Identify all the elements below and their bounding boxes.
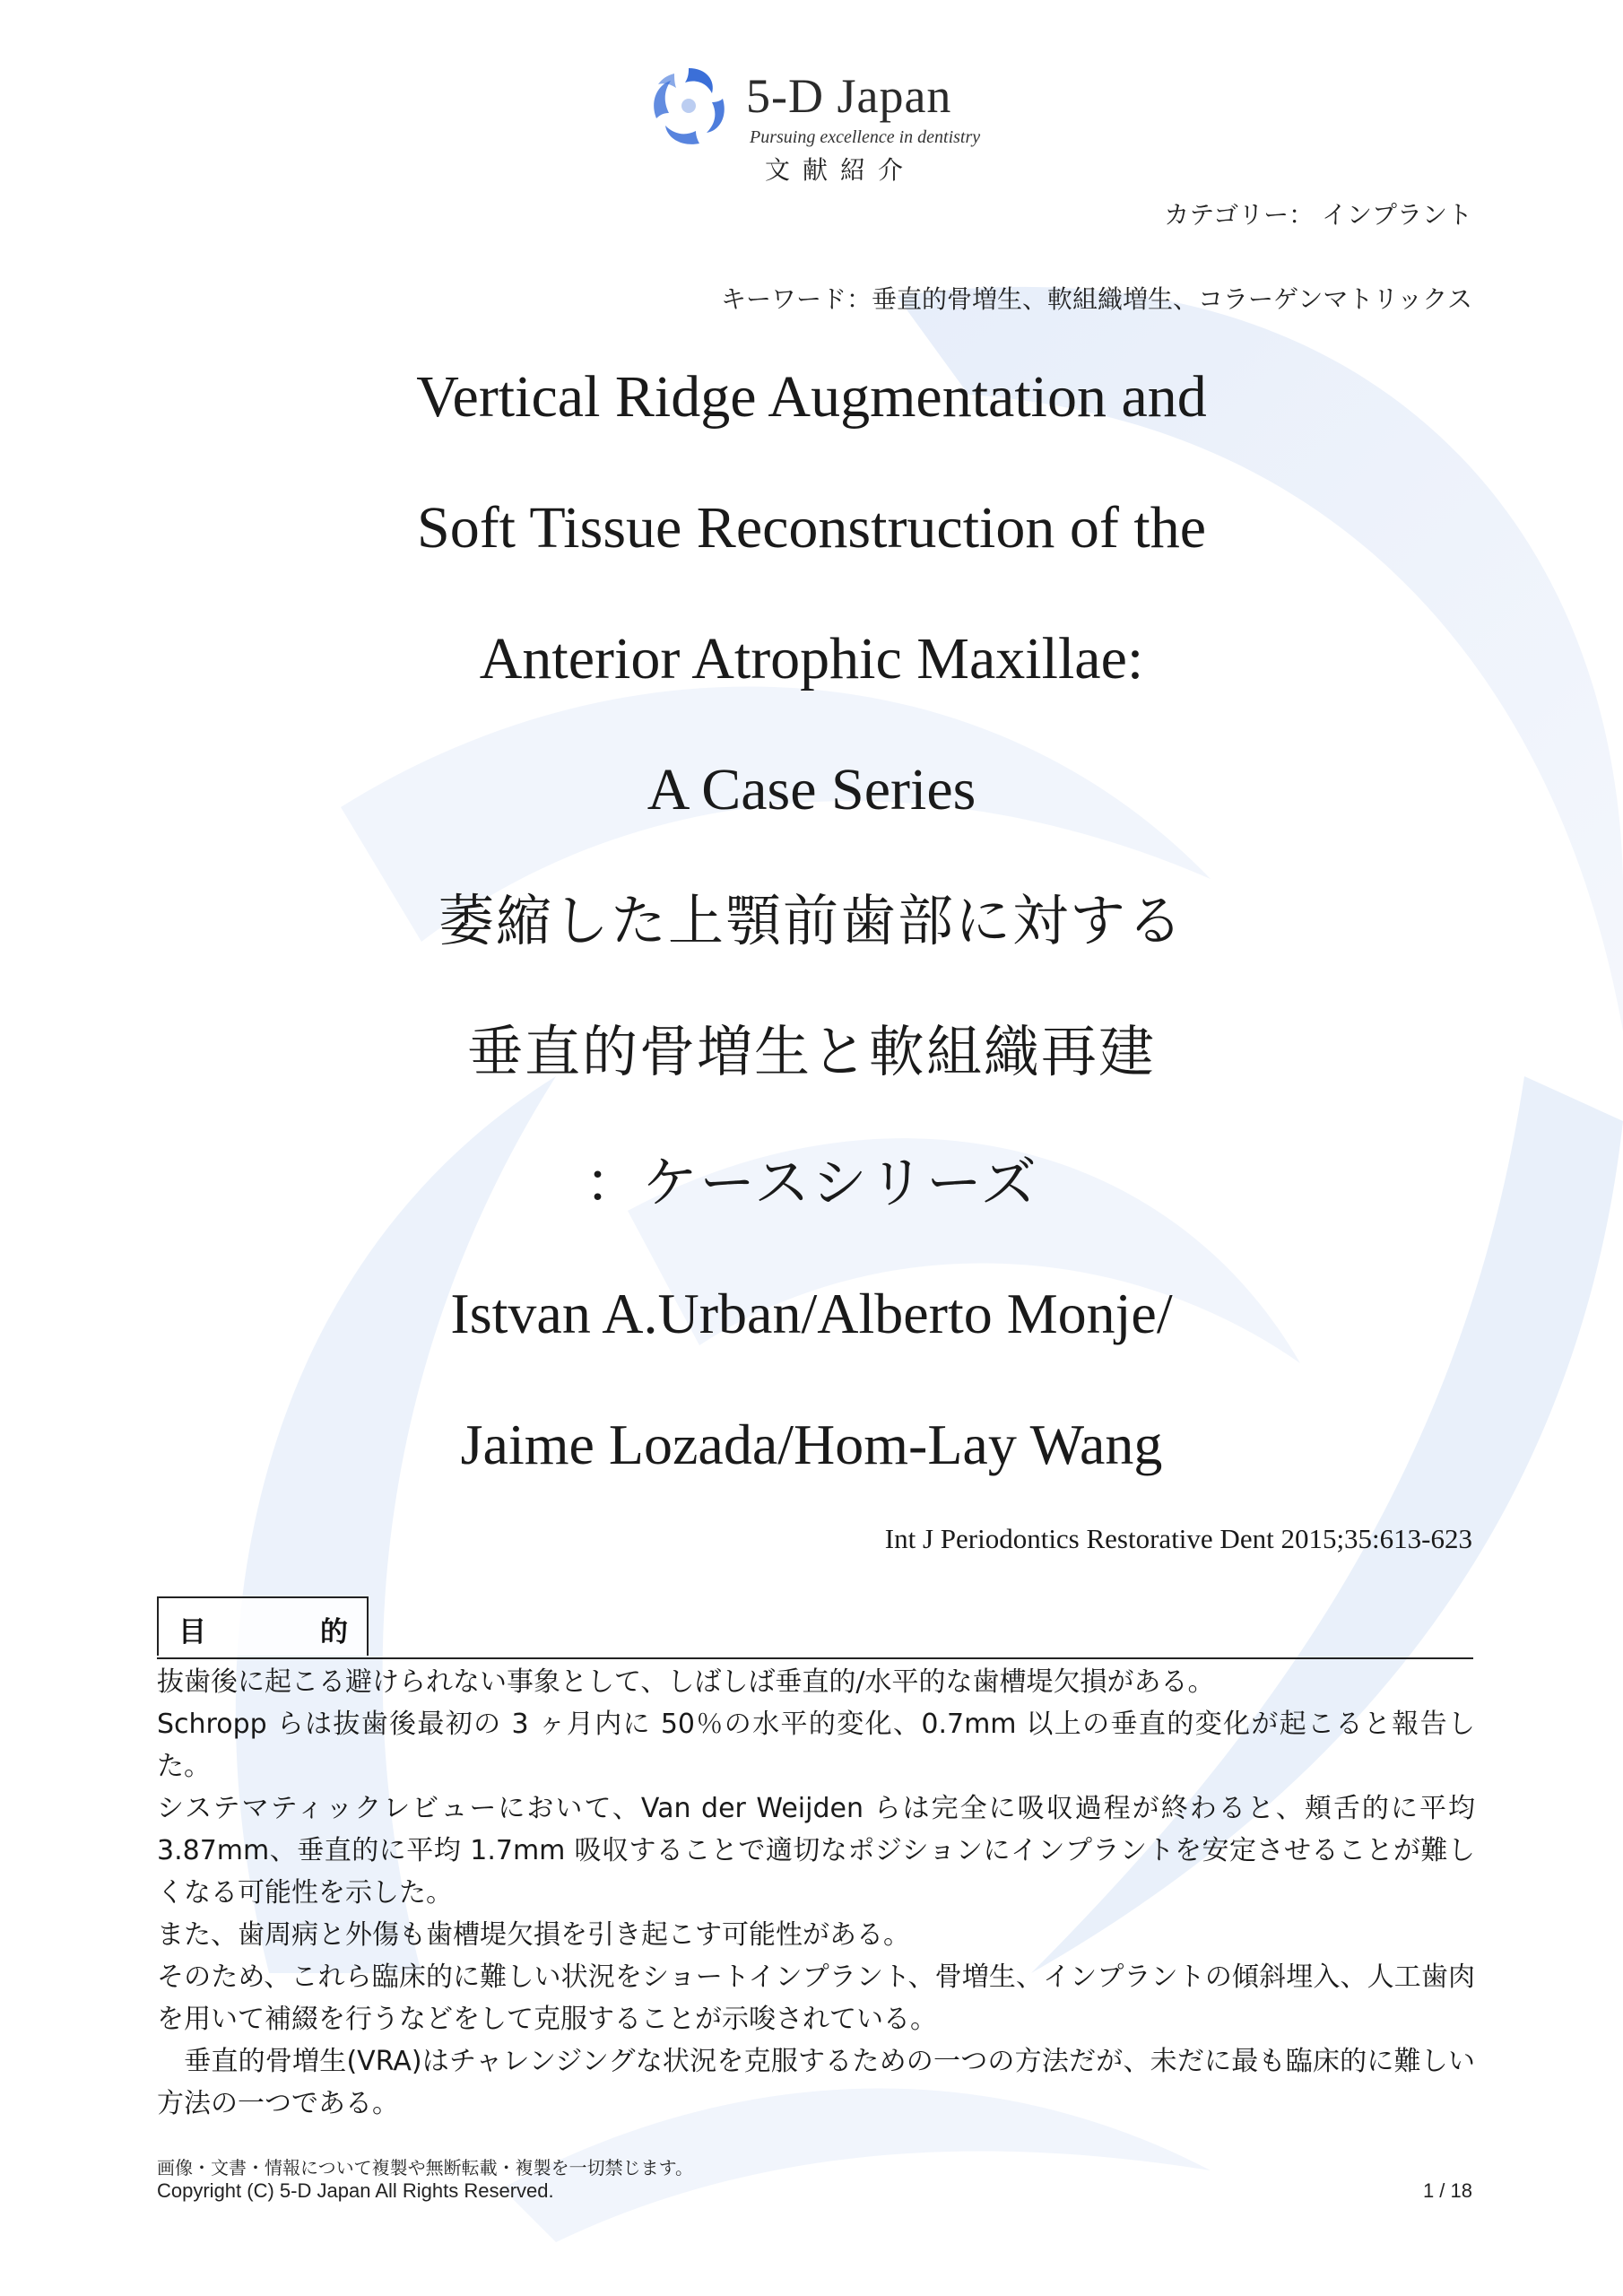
logo-name: 5-D Japan [746,69,952,123]
title-jp-line-3: ：ケースシリーズ [585,1150,1038,1215]
section-label-char-2: 的 [320,1616,348,1648]
body-paragraph-2: Schropp らは抜歯後最初の 3 ヶ月内に 50％の水平的変化、0.7mm 以上の垂直的変化が起こると報告した。 [157,1709,1475,1782]
citation: Int J Periodontics Restorative Dent 2015;35:613-623 [884,1523,1472,1554]
footer-copyright-note: 画像・文書・情報について複製や無断転載・複製を一切禁じます。 [157,2157,693,2179]
title-en-line-4: A Case Series [647,757,976,822]
category-label: カテゴリー： インプラント [1164,200,1472,230]
swirl-logo-icon [644,61,733,151]
body-paragraph-5: そのため、これら臨床的に難しい状況をショートインプラント、骨増生、インプラントの傾斜埋入、人工歯肉を用いて補綴を行うなどをして克服することが示唆されている。 [157,1961,1475,2035]
body-paragraph-3: システマティックレビューにおいて、Van der Weijden らは完全に吸収過程が終わると、頬舌的に平均 3.87mm、垂直的に平均 1.7mm 吸収することで適切なポジションにインプラントを安定させることが難しくなる可能性を示した。 [157,1793,1475,1909]
section-header-purpose [157,1596,1473,1659]
authors-line-2: Jaime Lozada/Hom-Lay Wang [460,1413,1163,1476]
authors-line-1: Istvan A.Urban/Alberto Monje/ [450,1282,1173,1345]
section-label-box [157,1596,369,1656]
page-number: 1 / 18 [1422,2179,1472,2202]
footer-copyright: Copyright (C) 5-D Japan All Rights Reserved. [157,2179,554,2202]
section-label-char-1: 目 [178,1616,206,1648]
body-paragraph-1: 抜歯後に起こる避けられない事象として、しばしば垂直的/水平的な歯槽堤欠損がある。 [157,1666,1215,1698]
title-en-line-2: Soft Tissue Reconstruction of the [416,495,1206,561]
title-block [0,332,1623,1510]
title-en-line-1: Vertical Ridge Augmentation and [416,364,1207,430]
title-jp-line-1: 萎縮した上顎前歯部に対する [438,888,1185,953]
logo-tagline: Pursuing excellence in dentistry [750,127,981,147]
title-en-line-3: Anterior Atrophic Maxillae: [479,626,1144,691]
logo-subtitle: 文献紹介 [765,155,916,185]
body-paragraph-6: 垂直的骨増生(VRA)はチャレンジングな状況を克服するための一つの方法だが、未だに最も臨床的に難しい方法の一つである。 [157,2046,1475,2119]
logo [644,61,985,187]
title-jp-line-2: 垂直的骨増生と軟組織再建 [466,1019,1156,1084]
purpose-body [157,1661,1475,2125]
keywords-label: キーワード：垂直的骨増生、軟組織増生、コラーゲンマトリックス [720,284,1472,314]
body-paragraph-4: また、歯周病と外傷も歯槽堤欠損を引き起こす可能性がある。 [157,1919,910,1951]
